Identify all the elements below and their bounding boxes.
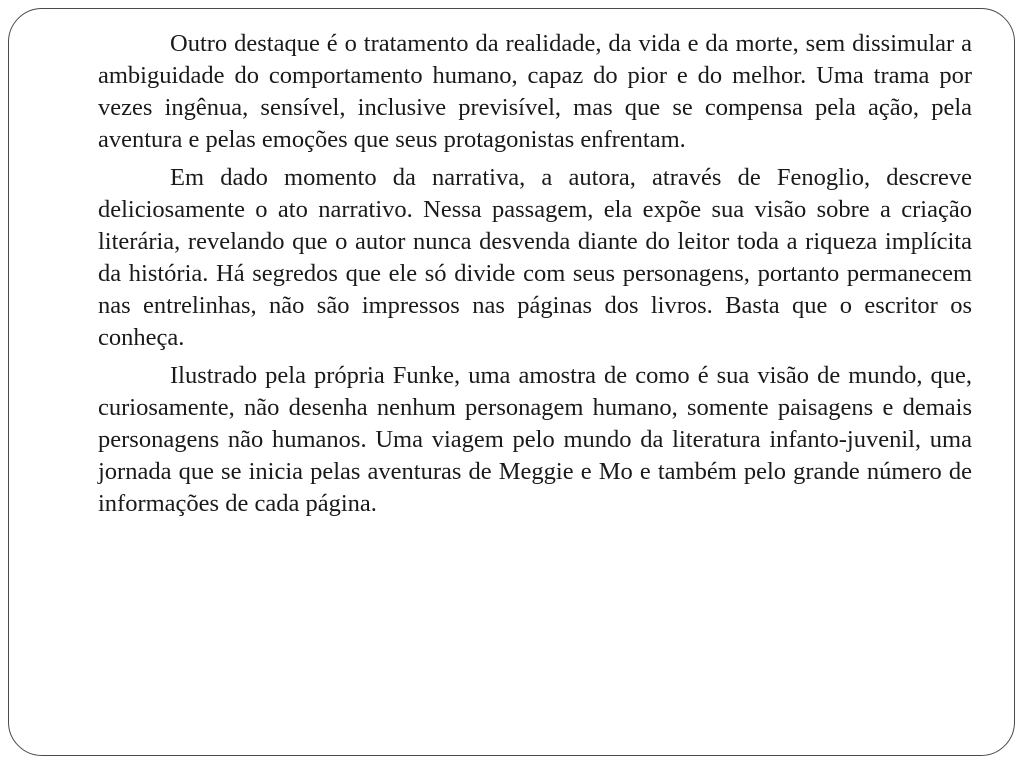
slide-body-text xyxy=(98,28,972,526)
paragraph-3: Ilustrado pela própria Funke, uma amostra de como é sua visão de mundo, que, curiosamente, não desenha nenhum personagem humano, somente paisagens e demais personagens não humanos. Uma viagem pelo mundo da literatura infanto-juvenil, uma jornada que se inicia pelas aventuras de Meggie e Mo e também pelo grande número de informações de cada página. xyxy=(98,362,972,517)
paragraph-2: Em dado momento da narrativa, a autora, através de Fenoglio, descreve deliciosamente o ato narrativo. Nessa passagem, ela expõe sua visão sobre a criação literária, revelando que o autor nunca desvenda diante do leitor toda a riqueza implícita da história. Há segredos que ele só divide com seus personagens, portanto permanecem nas entrelinhas, não são impressos nas páginas dos livros. Basta que o escritor os conheça. xyxy=(98,164,972,351)
slide-frame xyxy=(8,8,1015,756)
paragraph-1: Outro destaque é o tratamento da realidade, da vida e da morte, sem dissimular a ambiguidade do comportamento humano, capaz do pior e do melhor. Uma trama por vezes ingênua, sensível, inclusive previsível, mas que se compensa pela ação, pela aventura e pelas emoções que seus protagonistas enfrentam. xyxy=(98,30,972,153)
